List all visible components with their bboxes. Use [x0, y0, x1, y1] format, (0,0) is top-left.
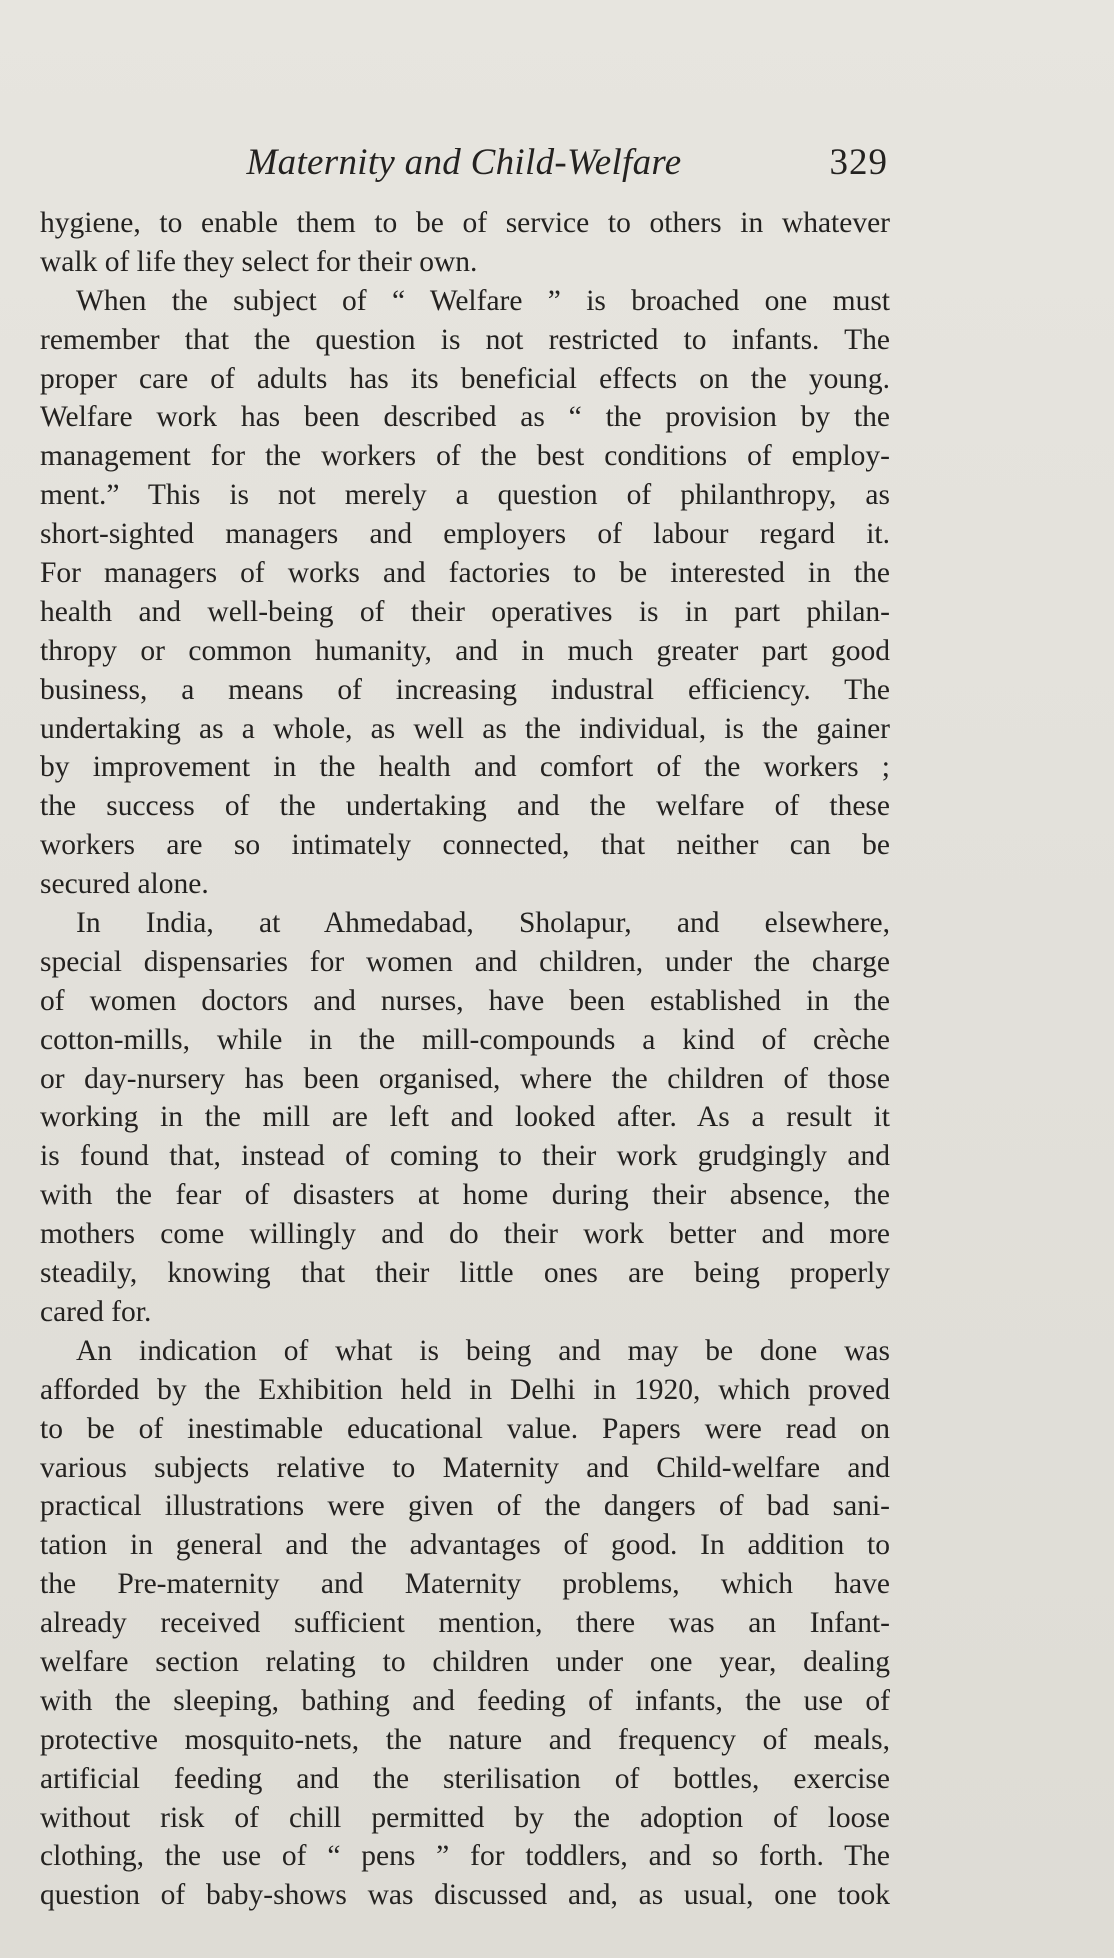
text-line: with the fear of disasters at home during their absence, the	[40, 1179, 890, 1212]
text-line: special dispensaries for women and children, under the charge	[40, 945, 890, 978]
text-line: health and well-being of their operatives is in part philan-	[40, 595, 890, 628]
text-line: clothing, the use of “ pens ” for toddlers, and so forth. The	[40, 1840, 890, 1873]
text-line: steadily, knowing that their little ones are being properly	[40, 1257, 890, 1290]
text-line: practical illustrations were given of the dangers of bad sani-	[40, 1490, 890, 1523]
running-head	[40, 138, 888, 188]
text-line: short-sighted managers and employers of labour regard it.	[40, 518, 890, 551]
text-line: business, a means of increasing industral efficiency. The	[40, 673, 890, 706]
body-text	[40, 204, 890, 1915]
text-line: question of baby-shows was discussed and, as usual, one took	[40, 1879, 890, 1912]
text-line: management for the workers of the best conditions of employ-	[40, 440, 890, 473]
text-line: by improvement in the health and comfort of the workers ;	[40, 751, 890, 784]
text-line: tation in general and the advantages of good. In addition to	[40, 1529, 890, 1562]
text-line: Welfare work has been described as “ the provision by the	[40, 401, 890, 434]
text-line: proper care of adults has its beneficial effects on the young.	[40, 362, 890, 395]
text-line: various subjects relative to Maternity and Child-welfare and	[40, 1451, 890, 1484]
text-line: protective mosquito-nets, the nature and frequency of meals,	[40, 1723, 890, 1756]
text-line: artificial feeding and the sterilisation of bottles, exercise	[40, 1762, 890, 1795]
text-line: without risk of chill permitted by the adoption of loose	[40, 1801, 890, 1834]
text-line: secured alone.	[40, 868, 209, 901]
text-line: remember that the question is not restricted to infants. The	[40, 323, 890, 356]
text-line: welfare section relating to children under one year, dealing	[40, 1645, 890, 1678]
text-line: of women doctors and nurses, have been established in the	[40, 984, 890, 1017]
running-title: Maternity and Child-Welfare	[246, 142, 682, 183]
text-line: working in the mill are left and looked after. As a result it	[40, 1101, 890, 1134]
text-line: the Pre-maternity and Maternity problems, which have	[40, 1568, 890, 1601]
text-line: mothers come willingly and do their work better and more	[40, 1218, 890, 1251]
text-line: In India, at Ahmedabad, Sholapur, and elsewhere,	[76, 907, 890, 940]
text-line: cared for.	[40, 1295, 152, 1328]
text-line: thropy or common humanity, and in much greater part good	[40, 634, 890, 667]
page-number: 329	[829, 142, 888, 183]
text-line: to be of inestimable educational value. Papers were read on	[40, 1412, 890, 1445]
text-line: afforded by the Exhibition held in Delhi in 1920, which proved	[40, 1373, 890, 1406]
text-line: ment.” This is not merely a question of philanthropy, as	[40, 479, 890, 512]
text-line: walk of life they select for their own.	[40, 245, 478, 278]
text-line: hygiene, to enable them to be of service to others in whatever	[40, 207, 890, 239]
text-line: or day-nursery has been organised, where the children of those	[40, 1062, 890, 1095]
text-line: already received sufficient mention, there was an Infant-	[40, 1607, 890, 1640]
text-line: is found that, instead of coming to their work grudgingly and	[40, 1140, 890, 1173]
text-line: undertaking as a whole, as well as the individual, is the gainer	[40, 712, 890, 745]
text-line: An indication of what is being and may be done was	[76, 1334, 890, 1367]
text-line: When the subject of “ Welfare ” is broached one must	[76, 284, 890, 317]
text-line: cotton-mills, while in the mill-compounds a kind of crèche	[40, 1023, 890, 1056]
text-line: with the sleeping, bathing and feeding of infants, the use of	[40, 1684, 890, 1717]
text-line: For managers of works and factories to be interested in the	[40, 557, 890, 590]
text-line: workers are so intimately connected, that neither can be	[40, 829, 890, 862]
text-line: the success of the undertaking and the welfare of these	[40, 790, 890, 823]
